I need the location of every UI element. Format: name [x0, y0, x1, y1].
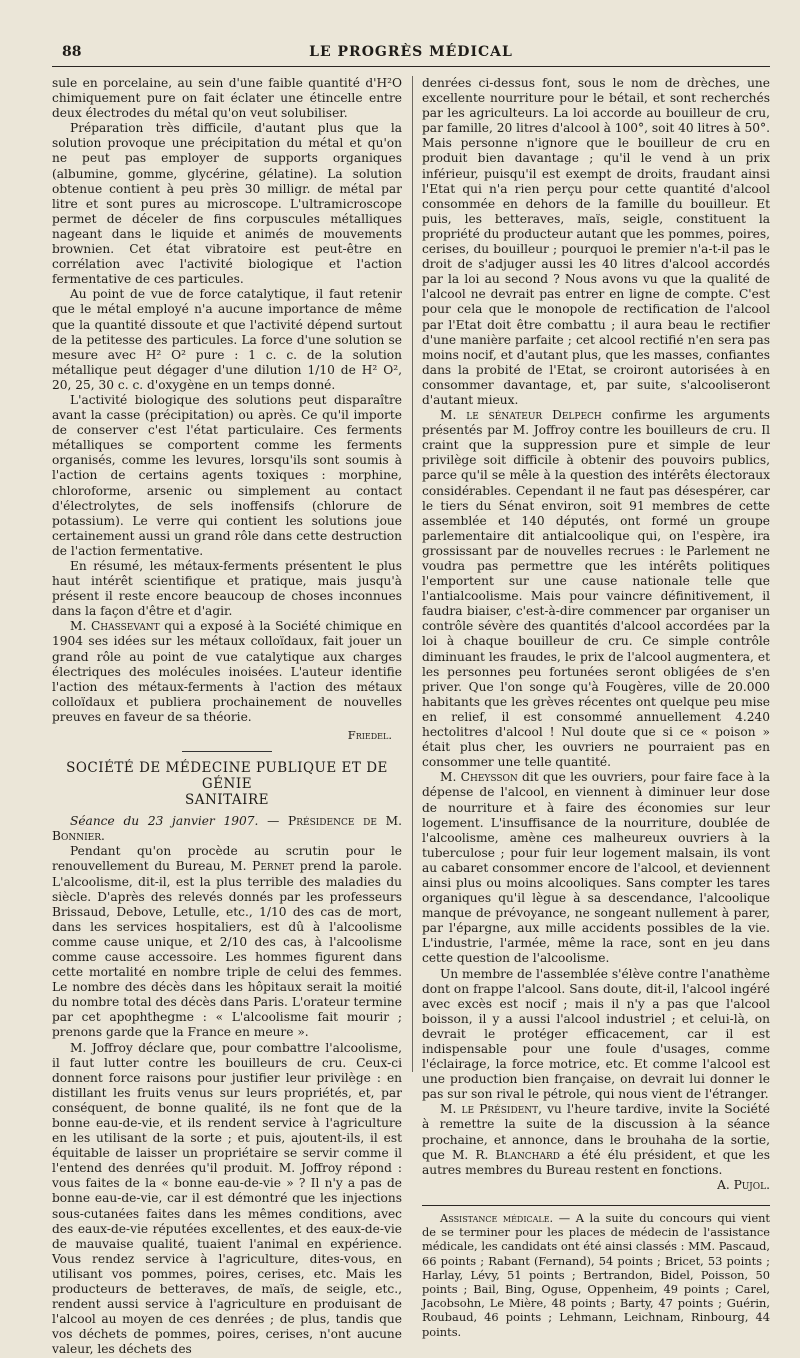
header-rule: [52, 66, 770, 67]
paragraph-text: confirme les arguments présentés par M. Joffroy contre les bouilleurs de cru. Il craint que la suppression pure et simple de leur privilège soit difficile à obtenir des pouvoirs publics, parce qu'il se mêle à la question des intérêts électoraux considérables. Cependant il ne faut pas désespérer, car le tiers du Sénat environ, soit 91 membres de cette assemblée et 140 députés, ont formé un groupe parlementaire dit antialcoolique qui, on l'espère, ira grossissant par de nouvelles recrues : le Parlement ne voudra pas permettre que les intérêts politiques l'emportent sur une cause nationale telle que l'antialcoolisme. Mais pour vaincre définitivement, il faudra biaiser, c'est-à-dire commencer par organiser un contrôle sévère des quantités d'alcool accordées par la loi à chaque bouilleur de cru. Ce simple contrôle diminuant les fraudes, le prix de l'alcool augmentera, et les personnes peu fortunées seront obligées de s'en priver. Que l'on songe qu'à Fougères, ville de 20.000 habitants que les grèves récentes ont quelque peu mise en relief, il est consommé annuellement 4.240 hectolitres d'alcool ! Nul doute que si ce « poison » était plus cher, les ouvriers ne pourraient pas en consommer une telle quantité.: [422, 408, 770, 770]
paragraph: Au point de vue de force catalytique, il faut retenir que le métal employé n'a aucune importance de même que la quantité dissoute et que l'activité dépend surtout de la petitesse des particules. La force d'une solution se mesure avec H² O² pure : 1 c. c. de la solution métallique peut dégager d'une dilution 1/10 de H² O², 20, 25, 30 c. c. d'oxygène en un temps donné.: [52, 287, 402, 392]
section-divider: [182, 751, 272, 752]
page-number: 88: [62, 44, 82, 60]
paragraph: Un membre de l'assemblée s'élève contre l'anathème dont on frappe l'alcool. Sans doute, dit-il, l'alcool ingéré avec excès est nocif ; mais il n'y a pas que l'alcool boisson, il y a aussi l'alcool industriel ; et celui-là, on devrait le protéger efficacement, car il est indispensable pour une foule d'usages, comme l'éclairage, la force motrice, etc. Et comme l'alcool est une production bien française, on devrait lui donner le pas sur son rival le pétrole, qui nous vient de l'étranger.: [422, 966, 770, 1102]
speaker-name: M. le sénateur Delpech: [440, 408, 602, 423]
paragraph-text: qui a exposé à la Société chimique en 1904 ses idées sur les métaux colloïdaux, fait jouer un grand rôle au point de vue catalytique aux charges électriques des molécules inoisées. L'auteur identifie l'action des métaux-ferments à l'action des métaux colloïdaux et publiera prochainement de nouvelles preuves en faveur de sa théorie.: [52, 619, 402, 724]
running-title: LE PROGRÈS MÉDICAL: [309, 44, 513, 60]
paragraph: denrées ci-dessus font, sous le nom de drèches, une excellente nourriture pour le bétail, et sont recherchés par les agriculteurs. La loi accorde au bouilleur de cru, par famille, 20 litres d'alcool à 100°, soit 40 litres à 50°. Mais personne n'ignore que le bouilleur de cru en produit bien davantage ; qu'il le vend à un prix inférieur, puisqu'il est exempt de droits, fraudant ainsi l'Etat qui n'a rien perçu pour cette quantité d'alcool consommée en dehors de la famille du bouilleur. Et puis, les betteraves, maïs, seigle, constituent la propriété du producteur autant que les pommes, poires, cerises, du bouilleur ; pourquoi le premier n'a-t-il pas le droit de s'adjuger aussi les 40 litres d'alcool accordés par la loi au second ? Nous avons vu que la qualité de l'alcool ne devrait pas entrer en ligne de compte. C'est pour cela que le monopole de rectification de l'alcool par l'Etat doit être combattu ; il aura beau le rectifier d'une manière parfaite ; cet alcool rectifié n'en sera pas moins nocif, et d'autant plus, que les masses, confiantes dans la probité de l'Etat, se croiront autorisées à en consommer davantage, et, par suite, s'alcooliseront d'autant mieux.: [422, 76, 770, 407]
author-signature: A. Pujol.: [717, 1177, 770, 1192]
notice-text: — A la suite du concours qui vient de se terminer pour les places de médecin de l'assistance médicale, les candidats ont été ainsi classés : MM. Pascaud, 66 points ; Rabant (Fernand), 54 points ; Bricet, 53 points ; Harlay, Lévy, 51 points ; Bertrandon, Bidel, Poisson, 50 points ; Bail, Bing, Oguse, Oppenheim, 49 points ; Carel, Jacobsohn, Le Mière, 48 points ; Barty, 47 points ; Guérin, Roubaud, 46 points ; Lehmann, Leichnam, Rinbourg, 44 points.: [422, 1210, 770, 1339]
seance-heading: [52, 814, 402, 844]
paragraph: En résumé, les métaux-ferments présentent le plus haut intérêt scientifique et pratique, mais jusqu'à présent il reste encore beaucoup de choses inconnues dans la façon d'être et d'agir.: [52, 559, 402, 619]
seance-presidence: — Présidence de M. Bonnier.: [52, 814, 402, 844]
paragraph: [52, 619, 402, 725]
two-column-body: [52, 76, 770, 1357]
paragraph: Préparation très difficile, d'autant plus que la solution provoque une précipitation du métal et qu'on ne peut pas employer de supports organiques (albumine, gomme, glycérine, gélatine). La solution obtenue contient à peu près 30 milligr. de métal par litre et sont pures au microscope. L'ultramicroscope permet de déceler de fins corpuscules métalliques nageant dans le liquide et animés de mouvements brownien. Cet état vibratoire est peut-être en corrélation avec l'activité biologique et l'action fermentative de ces particules.: [52, 121, 402, 287]
paragraph-text: prend la parole. L'alcoolisme, dit-il, est la plus terrible des maladies du siècle. D'après des relevés donnés par les professeurs Brissaud, Debove, Letulle, etc., 1/10 des cas de mort, dans les services hospitaliers, est dû à l'alcoolisme comme cause unique, et 2/10 des cas, à l'alcoolisme comme cause accessoire. Les hommes figurent dans cette mortalité en nombre triple de celui des femmes. Le nombre des décès dans les hôpitaux serait la moitié du nombre total des décès dans Paris. L'orateur termine par cet apophthegme : « L'alcoolisme fait mourir ; prenons garde que la France en meure ».: [52, 859, 402, 1040]
notice-title: Assistance médicale.: [440, 1210, 554, 1225]
right-column: [422, 76, 770, 1339]
paragraph: sule en porcelaine, au sein d'une faible quantité d'H²O chimiquement pure on fait éclater une étincelle entre deux électrodes du métal qu'on veut solubiliser.: [52, 76, 402, 121]
paragraph-text: a été élu président, et que les autres membres du Bureau restent en fonctions.: [422, 1147, 770, 1177]
paragraph: [422, 408, 770, 770]
notice-paragraph: [422, 1211, 770, 1339]
paragraph: [52, 844, 402, 1040]
paragraph-text: Pendant qu'on procède au scrutin pour le renouvellement du Bureau,: [52, 844, 402, 874]
paragraph-text: , vu l'heure tardive, invite la Société à remettre la suite de la discussion à la séance prochaine, et annonce, dans le brouhaha de la sortie, que: [422, 1102, 770, 1162]
paragraph: L'activité biologique des solutions peut disparaître avant la casse (précipitation) ou après. Ce qu'il importe de conserver c'est l'état particulaire. Ces ferments métalliques se comportent comme les ferments organisés, comme les levures, lorsqu'ils sont soumis à l'action de certains agents toxiques : morphine, chloroforme, arsenic ou simplement au contact d'électrolytes, de sels inoffensifs (chlorure de potassium). Le verre qui contient les solutions joue certainement aussi un grand rôle dans cette destruction de l'action fermentative.: [52, 392, 402, 558]
speaker-name: M. R. Blanchard: [451, 1147, 561, 1162]
left-column: [52, 76, 402, 1357]
speaker-name: M. Pernet: [230, 859, 295, 874]
author-signature: Friedel.: [347, 728, 392, 743]
column-divider: [412, 76, 413, 1072]
speaker-name: M. Chassevant: [70, 619, 160, 634]
paragraph-text: dit que les ouvriers, pour faire face à la dépense de l'alcool, en viennent à diminuer leur dose de nourriture et à faire des économies sur leur logement. L'insuffisance de la nourriture, doublée de l'alcoolisme, amène ces malheureux ouvriers à la tuberculose ; pour fuir leur logement malsain, ils vont au cabaret consommer encore de l'alcool, et deviennent ainsi plus ou moins alcooliques. Sans compter les tares organiques qu'il lègue à sa descendance, l'alcoolique manque de prévoyance, ne songeant nullement à parer, par l'épargne, aux mille accidents possibles de la vie. L'industrie, l'armée, même la race, sont en jeu dans cette question de l'alcoolisme.: [422, 770, 770, 966]
speaker-name: M. Joffroy: [70, 1040, 133, 1055]
notice-box: [422, 1205, 770, 1339]
paragraph: [422, 1102, 770, 1193]
speaker-name: M. Cheysson: [440, 770, 518, 785]
section-title-line: SOCIÉTÉ DE MÉDECINE PUBLIQUE ET DE GÉNIE: [66, 760, 388, 793]
paragraph-text: déclare que, pour combattre l'alcoolisme, il faut lutter contre les bouilleurs de cru. Ceux-ci donnent force raisons pour justifier leur privilège : en distillant les fruits venus sur leurs propriétés, et, par conséquent, de bonne qualité, ils ne font que de la bonne eau-de-vie, et ils rendent service à l'agriculture en les utilisant de la sorte ; et puis, ajoutent-ils, il est équitable de laisser un propriétaire se servir comme il l'entend des denrées qu'il produit. M. Joffroy répond : vous faites de la « bonne eau-de-vie » ? Il n'y a pas de bonne eau-de-vie, car il est démontré que les injections sous-cutanées faites dans les mêmes conditions, avec des eaux-de-vie réputées excellentes, et des eaux-de-vie de mauvaise qualité, tuaient l'animal en expérience. Vous rendez service à l'agriculture, dites-vous, en utilisant vos pommes, poires, cerises, etc. Mais les producteurs de betteraves, de maïs, de seigle, etc., rendent aussi service à l'agriculture en produisant de l'alcool au moyen de ces denrées ; de plus, tandis que vos déchets de pommes, poires, cerises, n'ont aucune valeur, les déchets des: [52, 1040, 402, 1357]
section-title: [52, 760, 402, 808]
paragraph: [52, 1041, 402, 1358]
seance-date: Séance du 23 janvier 1907.: [70, 814, 259, 829]
speaker-name: M. le Président: [440, 1102, 539, 1117]
section-title-line: SANITAIRE: [184, 792, 269, 809]
paragraph: [422, 770, 770, 966]
page-header: [52, 44, 770, 64]
